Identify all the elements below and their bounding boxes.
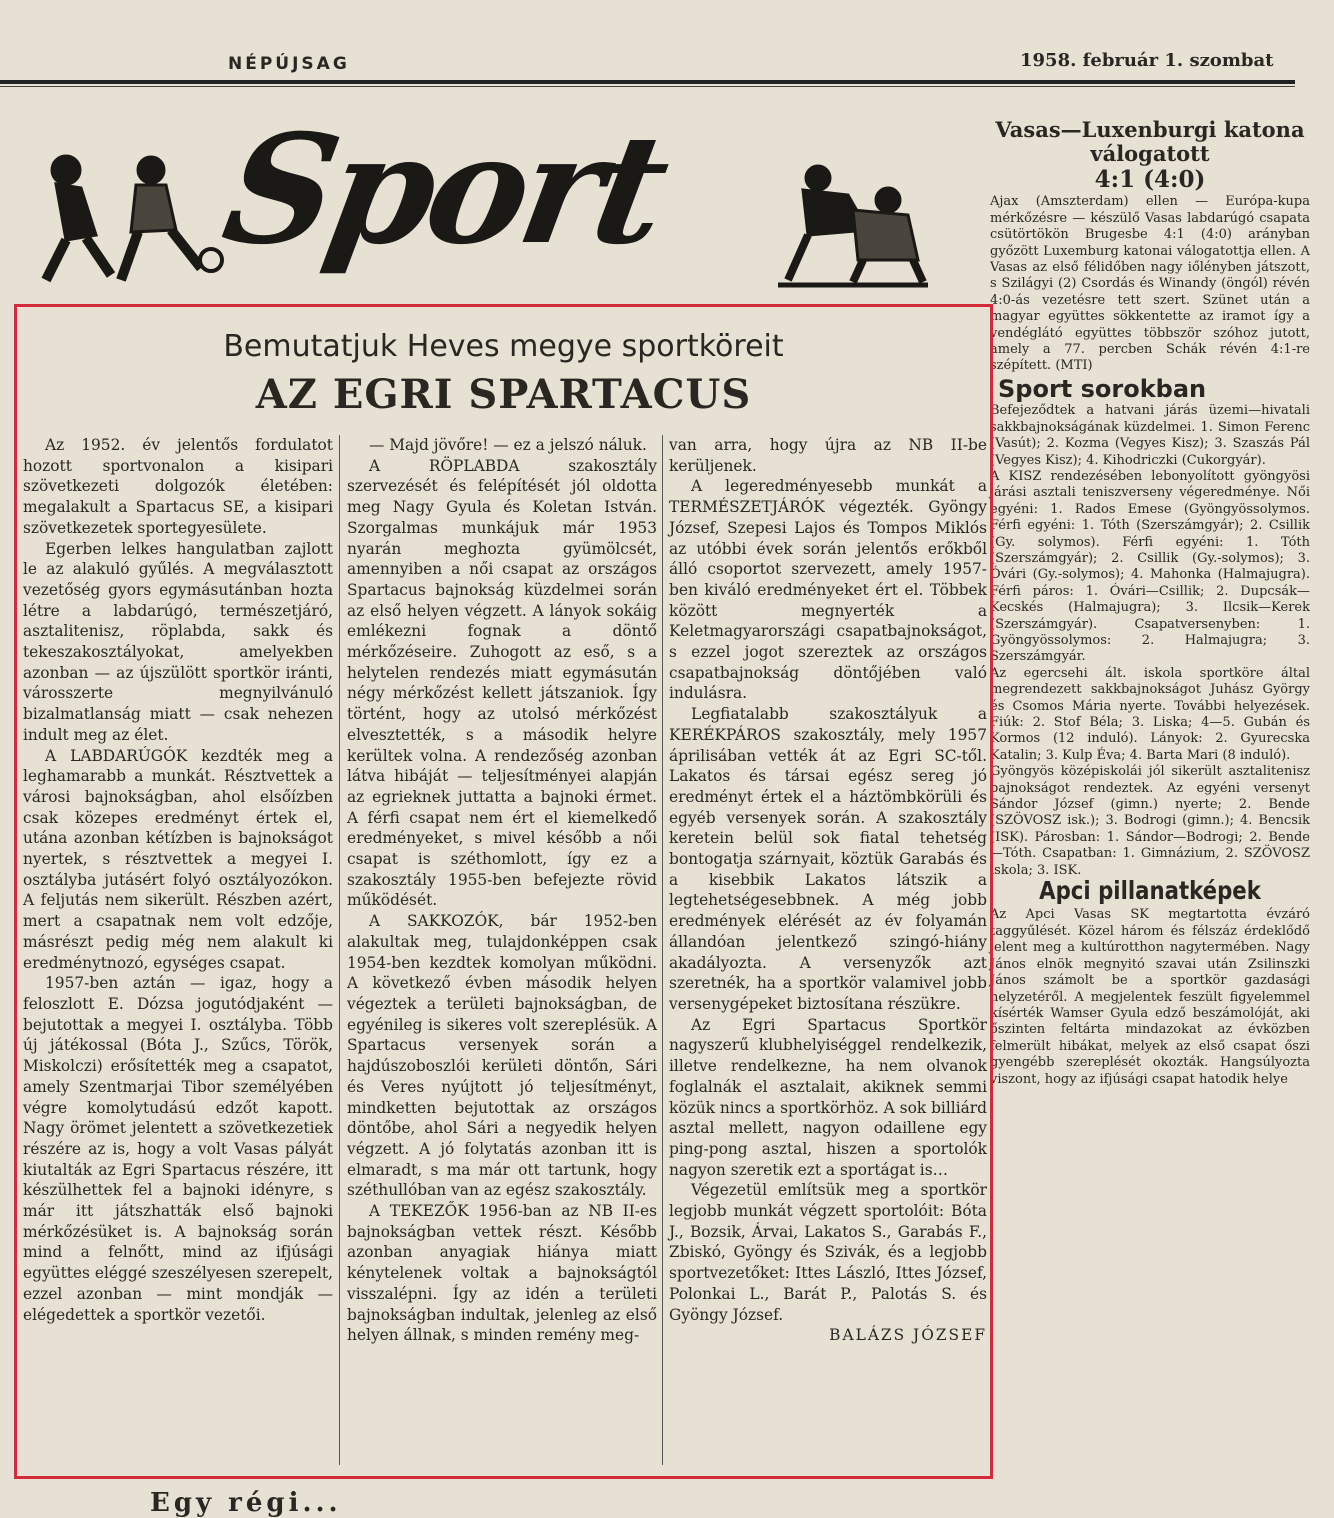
column-divider	[339, 435, 340, 1465]
vasas-text: Ajax (Amszterdam) ellen — Európa-kupa mérkőzésre — készülő Vasas labdarúgó csapata csütörtökön Brugesbe 4:1 (4:0) arányban győzött Luxemburg katonai válogatottja ellen. A Vasas az első félidőben nagy iőlényben játszott, s Szilágyi (2) Csordás és Winandy (öngól) révén 4:0-ás vezetésre tett szert. Szünet után a magyar együttes sökkentette az iramot így a vendéglátó együttes többször szóhoz jutott, amely a 77. percben Schák révén 4:1-re szépített. (MTI)	[990, 194, 1310, 374]
article-signature: BALÁZS JÓZSEF	[829, 1326, 987, 1345]
paragraph: — Majd jövőre! — ez a jelszó náluk.	[369, 436, 647, 454]
highlighted-article	[14, 304, 993, 1479]
vasas-headline: Vasas—Luxenburgi katona válogatott	[995, 117, 1305, 166]
paragraph: 1957-ben aztán — igaz, hogy a feloszlott E. Dózsa jogutódjaként — bejutottak a megyei I. osztályba. Több új játékossal (Bóta J., Szűcs, Török, Miskolczi) erősítették meg a csapatot, amely Szentmarjai Tibor személyében végre komolytudású edzőt kapott. Nagy örömet jelentett a szövetkezetiek részére az is, hogy a volt Vasas pályát kiutalták az Egri Spartacus részére, itt készülhettek fel a bajnoki idényre, s már itt játszhatták első bajnoki mérkőzésüket is. A bajnokság során mind a felnőtt, mind az ifjúsági együttes eléggé szeszélyesen szerepelt, ezzel azonban — mint mondják — elégedettek a sportkör vezetői.	[23, 974, 333, 1324]
sorokban-item: A KISZ rendezésében lebonyolított gyöngyösi járási asztali teniszverseny végeredménye. Női egyéni: 1. Rados Emese (Gyöngyössolymos. Férfi egyéni: 1. Tóth (Szerszámgyár); 2. Csillik (Gy. solymos). Férfi egyéni: 1. Tóth (Szerszámgyár); 2. Csillik (Gy.-solymos); 3. Óvári (Gy.-solymos); 4. Mahonka (Halmajugra). Férfi páros: 1. Óvári—Csillik; 2. Dupcsák—Kecskés (Halmajugra); 3. Ilcsik—Kerek (Szerszámgyár). Csapatversenyben: 1. Gyöngyössolymos: 2. Halmajugra; 3. Szerszámgyár.	[990, 468, 1310, 665]
sport-title: Sport	[212, 102, 676, 278]
wrestlers-illustration	[758, 160, 938, 290]
paragraph: A legeredményesebb munkát a TERMÉSZETJÁRÓK végezték. Gyöngy József, Szepesi Lajos és Tompos Miklós az utóbbi évek során jelentős erőkből álló csoportot szervezett, amely 1957-ben kiváló eredményeket ért el. Többek között megnyerték a Keletmagyarországi csapatbajnokságot, s ezzel jogot szereztek az országos csapatbajnokság döntőjében való indulásra.	[669, 477, 987, 703]
apci-heading: Apci pillanatképek	[1039, 876, 1261, 906]
sorokban-item: Az egercsehi ált. iskola sportköre által megrendezett sakkbajnokságot Juhász György és Csomos Mária nyerte. További helyezések. Fiúk: 2. Stof Béla; 3. Liska; 4—5. Gubán és Kormos (12 induló). Lányok: 2. Gyurecska Katalin; 3. Kulp Éva; 4. Barta Mari (8 induló).	[990, 665, 1310, 763]
masthead-rule	[0, 80, 1295, 84]
paragraph: Egerben lelkes hangulatban zajlott le az alakuló gyűlés. A megválasztott vezetőség gyors egymásutánban hozta létre a labdarúgó, természetjáró, asztalitenisz, röplabda, sakk és tekeszakosztályokat, amelyekben azonban — az újszülött sportkör iránti, városszerte megnyilvánuló bizalmatlanság miatt — csak nehezen indult meg az élet.	[23, 539, 333, 744]
paragraph: Az Egri Spartacus Sportkör nagyszerű klubhelyiséggel rendelkezik, illetve rendelkezne, ha nem olvanok foglalnák el asztalait, akiknek semmi közük nincs a sportkörhöz. A sok billiárd asztal mellett, nagyon odaillene egy ping-pong asztal, hiszen a sportolók nagyon szeretik ezt a sportágat is…	[669, 1015, 987, 1179]
paragraph: A SAKKOZÓK, bár 1952-ben alakultak meg, tulajdonképpen csak 1954-ben kezdtek komolyan működni. A következő évben második helyen végeztek a területi bajnokságban, de egyénileg is sikeres volt szereplésük. A Spartacus versenyek során a hajdúszoboszlói kerületi döntőn, Sári és Veres nyújtott jó teljesítményt, mindketten bejutottak az országos döntőbe, ahol Sári a negyedik helyen végzett. A jó folytatás azonban itt is elmaradt, s ma már ott tartunk, hogy széthullóban van az egész szakosztály.	[347, 912, 657, 1200]
article-column-2	[347, 435, 657, 1346]
sorokban-item: Befejeződtek a hatvani járás üzemi—hivatali sakkbajnokságának küzdelmei. 1. Simon Ferenc (Vasút); 2. Kozma (Vegyes Kisz); 3. Szaszás Pál (Vegyes Kisz); 4. Kihodriczki (Cukorgyár).	[990, 403, 1310, 468]
paragraph: van arra, hogy újra az NB II-be kerüljenek.	[669, 436, 987, 475]
next-article-fragment: Egy régi...	[150, 1488, 342, 1518]
masthead-rule-thin	[0, 86, 1295, 87]
article-kicker: Bemutatjuk Heves megye sportköreit	[223, 329, 784, 364]
apci-text: Az Apci Vasas SK megtartotta évzáró taggyűlését. Közel három és félszáz érdeklődő jelent meg a kultúrotthon nagytermében. Nagy János elnök megnyitó szavai után Zsilinszki János számolt be a sportkör gazdasági helyzetéről. A megjelentek feszült figyelemmel kísérték Wamser Gyula edző beszámolóját, aki őszinten feltárta mindazokat az évközben felmerült hibákat, melyek az első csapat őszi gyengébb szereplését okozták. Hangsúlyozta viszont, hogy az ifjúsági csapat hatodik helye	[990, 907, 1310, 1087]
sport-sorokban-heading: Sport sorokban	[998, 374, 1207, 403]
article-column-3	[669, 435, 987, 1346]
paragraph: A TEKEZŐK 1956-ban az NB II-es bajnokságban vettek részt. Később azonban anyagiak hiánya miatt kénytelenek voltak a bajnokságtól visszalépni. Így az idén a területi bajnokságban indultak, jelenleg az első helyen állnak, s minden remény meg-	[347, 1202, 657, 1345]
sport-banner	[18, 102, 948, 300]
football-players-illustration	[26, 140, 226, 290]
sorokban-item: Gyöngyös középiskolái jól sikerült asztalitenisz bajnokságot rendeztek. Az egyéni versenyt Sándor József (gimn.) nyerte; 2. Bende (SZÖVOSZ isk.); 3. Bodrogi (gimn.); 4. Bencsik (ISK). Párosban: 1. Sándor—Bodrogi; 2. Bende—Tóth. Csapatban: 1. Gimnázium, 2. SZÖVOSZ iskola; 3. ISK.	[990, 764, 1310, 878]
paragraph: A LABDARÚGÓK kezdték meg a leghamarabb a munkát. Résztvettek a városi bajnokságban, ahol elsőízben csak közepes eredményt értek el, utána azonban kétízben is bajnokságot nyertek, s résztvettek a megyei I. osztályba jutásért folyó osztályozókon. A feljutás nem sikerült. Részben azért, mert a csapatnak nem volt edzője, másrészt pedig még nem alakult ki eredménytnozó, egységes csapat.	[23, 746, 333, 972]
article-headline: AZ EGRI SPARTACUS	[255, 371, 752, 418]
paragraph: Legfiatalabb szakosztályuk a KERÉKPÁROS szakosztály, mely 1957 áprilisában vették át az Egri SC-től. Lakatos és társai egész sereg jó eredményt értek el a háztömbkörüli és egyéb versenyek során. A szakosztály keretein belül sok fiatal tehetség bontogatja szárnyait, köztük Garabás és a kisebbik Lakatos látszik a legtehetségesebbnek. A még jobb eredmények elérését az év folyamán állandóan jelentkező szingó-hiány akadályozta. A versenyzők azt szeretnék, ha a sportkör valamivel jobb versenygépeket biztosítana részükre.	[669, 705, 987, 1013]
paragraph: A RÖPLABDA szakosztály szervezését és felépítését jól oldotta meg Nagy Gyula és Koletan István. Szorgalmas munkájuk már 1953 nyarán meghozta gyümölcsét, amennyiben a női csapat az országos Spartacus bajnokság küzdelmei során az első helyen végzett. A lányok sokáig emlékezni fognak a döntő mérkőzéseire. Zuhogott az eső, s a helytelen rendezés miatt egymásután négy mérkőzést kellett játszaniok. Így történt, hogy az utolsó mérkőzést elvesztették, s a második helyre kerültek volna. A rendezőség azonban látva hibáját — teljesítményei alapján az egrieknek juttatta a bajnoki érmet. A férfi csapat nem ért el kiemelkedő eredményeket, s mivel később a női csapat is széthomlott, így ez a szakosztály 1955-ben befejezte rövid működését.	[347, 456, 657, 910]
newspaper-name: NÉPÚJSAG	[228, 54, 350, 74]
sidebar	[990, 118, 1310, 1088]
article-column-1	[23, 435, 333, 1325]
paragraph: Végezetül említsük meg a sportkör legjobb munkát végzett sportolóit: Bóta J., Bozsik, Árvai, Lakatos S., Garabás F., Zbiskó, Gyöngy és Szivák, és a legjobb sportvezetőket: Ittes László, Ittes József, Polonkai L., Barát P., Palotás S. és Gyöngy József.	[669, 1181, 987, 1324]
issue-date: 1958. február 1. szombat	[1020, 50, 1274, 71]
paragraph: Az 1952. év jelentős fordulatot hozott sportvonalon a kisipari szövetkezeti dolgozók életében: megalakult a Spartacus SE, a kisipari szövetkezetek sportegyesülete.	[23, 436, 333, 537]
vasas-score: 4:1 (4:0)	[1094, 166, 1206, 193]
column-divider	[662, 435, 663, 1465]
